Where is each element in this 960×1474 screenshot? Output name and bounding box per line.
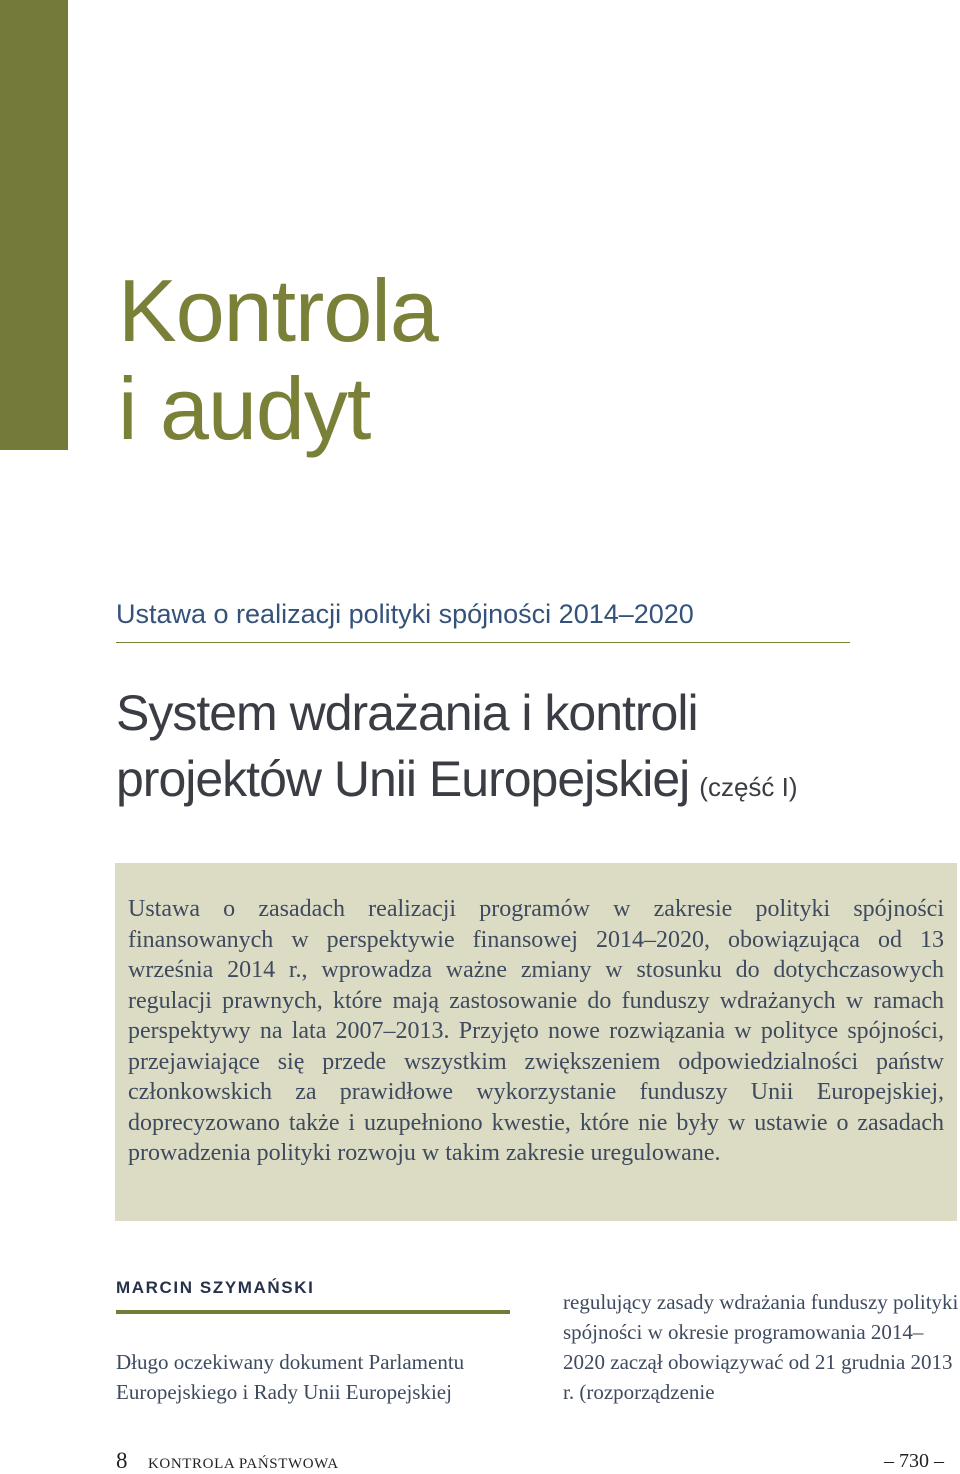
section-title <box>118 262 438 458</box>
lead-text: Ustawa o zasadach realizacji programów w zakresie polityki spójności finansowanych w perspektywie finansowej 2014–2020, obowiązująca od 13 września 2014 r., wprowadza ważne zmiany w stosunku do dotychczasowych regulacji prawnych, które mają zastosowanie do funduszy wdrażanych w ramach perspektywy na lata 2007–2013. Przyjęto nowe rozwiązania w polityce spójności, przejawiające się przede wszystkim zwiększeniem odpowiedzialności państw członkowskich za prawidłowe wykorzystanie funduszy Unii Europejskiej, doprecyzowano także i uzupełniono kwestie, które nie były w ustawie o zasadach prowadzenia polityki rozwoju w takim zakresie uregulowane. <box>128 896 944 1166</box>
article-title-line-1: System wdrażania i kontroli <box>116 685 698 741</box>
section-title-line-2: i audyt <box>118 359 371 458</box>
article-part-label: (część I) <box>699 772 798 802</box>
article-subtitle: Ustawa o realizacji polityki spójności 2014–2020 <box>116 596 850 643</box>
issue-number: – 730 – <box>884 1450 944 1472</box>
body-left-column: Długo oczekiwany dokument Parlamentu Europejskiego i Rady Unii Europejskiej <box>116 1350 465 1404</box>
article-title-line-2 <box>116 746 956 820</box>
author-divider <box>116 1310 510 1314</box>
body-right-column: regulujący zasady wdrażania funduszy polityki spójności w okresie programowania 2014–2020 zaczął obowiązywać od 21 grudnia 2013 r. (rozporządzenie <box>563 1290 959 1404</box>
section-color-bar <box>0 0 68 450</box>
journal-name: KONTROLA PAŃSTWOWA <box>148 1456 339 1472</box>
author-name: MARCIN SZYMAŃSKI <box>116 1278 315 1297</box>
lead-box <box>115 863 957 1221</box>
section-title-line-1: Kontrola <box>118 261 438 360</box>
article-title-line-2-text: projektów Unii Europejskiej <box>116 751 690 807</box>
page-number: 8 <box>116 1448 128 1473</box>
article-title <box>116 680 956 820</box>
